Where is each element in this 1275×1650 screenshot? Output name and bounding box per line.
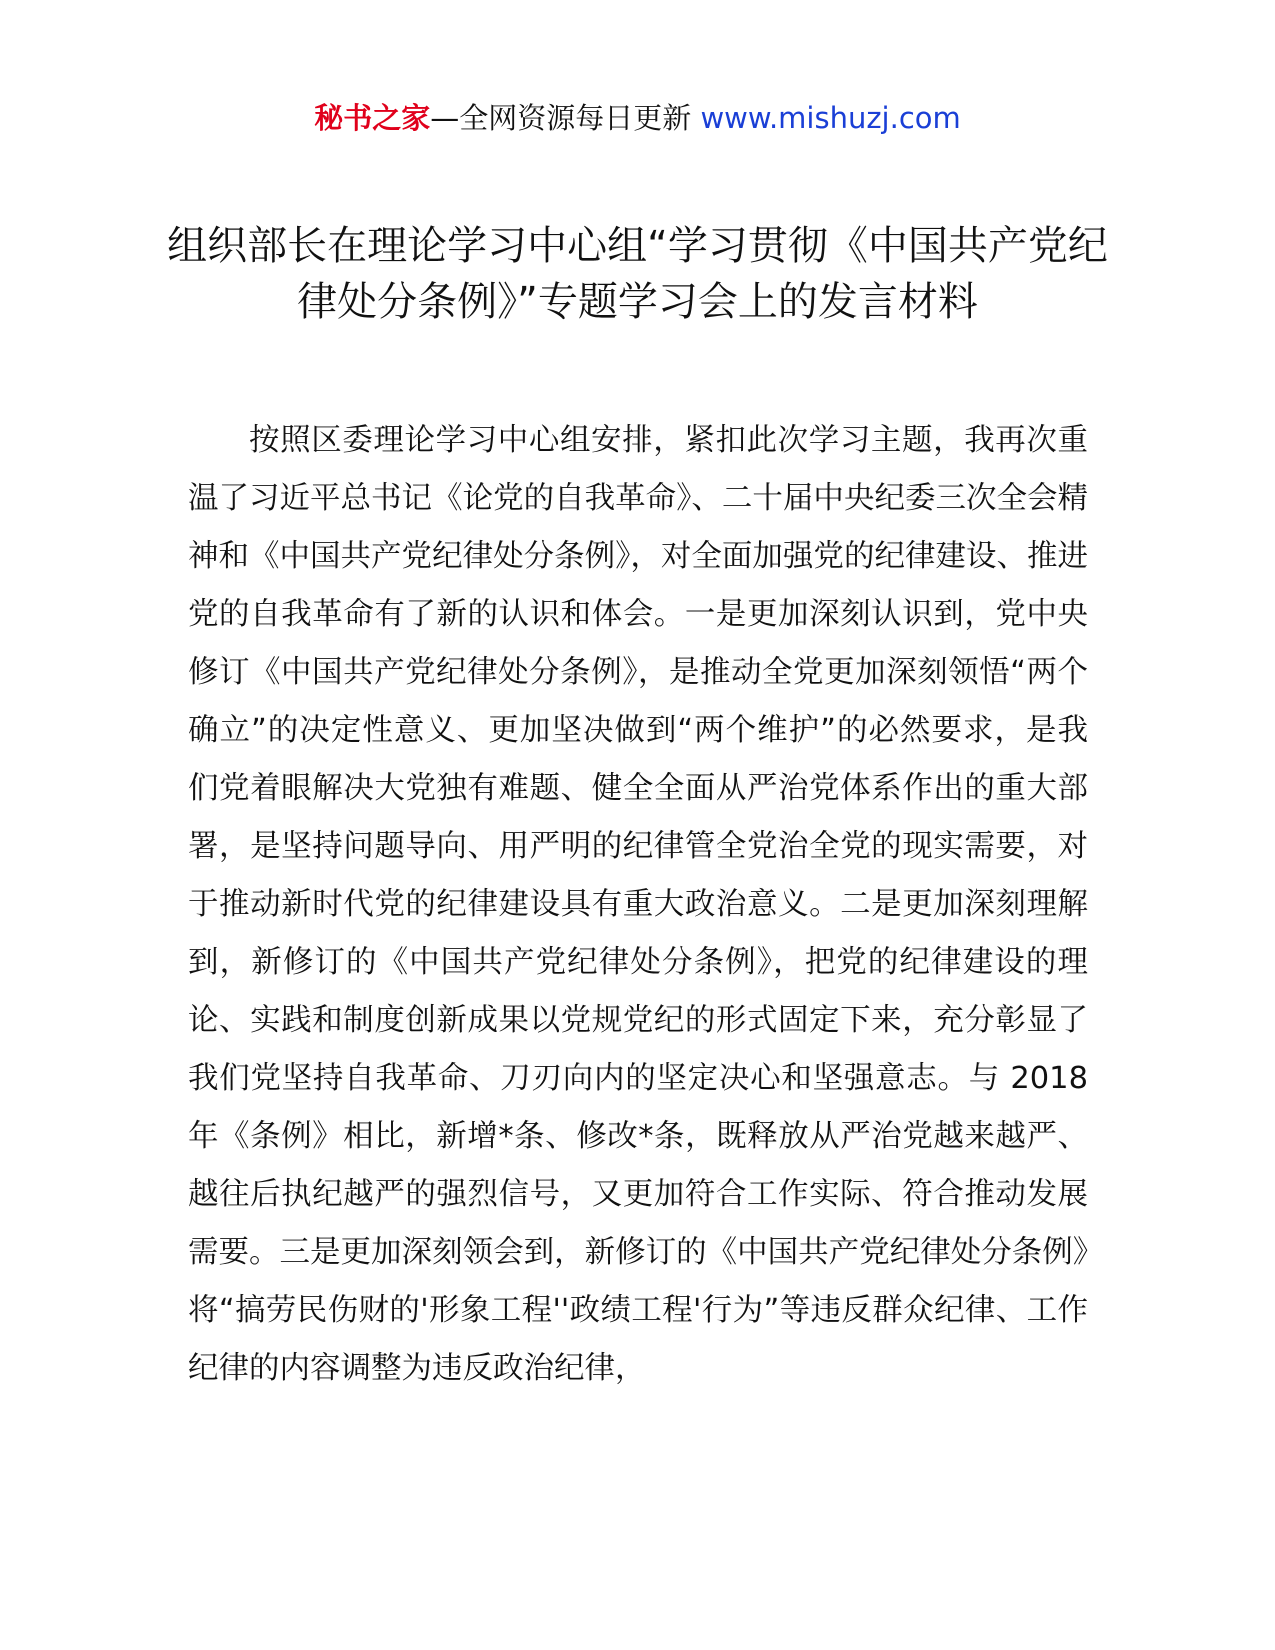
banner-tagline: —全网资源每日更新 (430, 101, 692, 135)
site-banner (0, 98, 1275, 138)
document-title: 组织部长在理论学习中心组“学习贯彻《中国共产党纪律处分条例》”专题学习会上的发言材料 (167, 223, 1108, 325)
site-url-link[interactable]: www.mishuzj.com (700, 101, 961, 135)
brand-name: 秘书之家 (314, 101, 431, 135)
body-paragraph: 按照区委理论学习中心组安排，紧扣此次学习主题，我再次重温了习近平总书记《论党的自我革命》、二十届中央纪委三次全会精神和《中国共产党纪律处分条例》，对全面加强党的纪律建设、推进党的自我革命有了新的认识和体会。一是更加深刻认识到，党中央修订《中国共产党纪律处分条例》，是推动全党更加深刻领悟“两个确立”的决定性意义、更加坚决做到“两个维护”的必然要求，是我们党着眼解决大党独有难题、健全全面从严治党体系作出的重大部署，是坚持问题导向、用严明的纪律管全党治全党的现实需要，对于推动新时代党的纪律建设具有重大政治意义。二是更加深刻理解到，新修订的《中国共产党纪律处分条例》，把党的纪律建设的理论、实践和制度创新成果以党规党纪的形式固定下来，充分彰显了我们党坚持自我革命、刀刃向内的坚定决心和坚强意志。与 2018年《条例》相比，新增*条、修改*条，既释放从严治党越来越严、越往后执纪越严的强烈信号，又更加符合工作实际、符合推动发展需要。三是更加深刻领会到，新修订的《中国共产党纪律处分条例》将“搞劳民伤财的'形象工程''政绩工程'行为”等违反群众纪律、工作纪律的内容调整为违反政治纪律， (188, 423, 1088, 1386)
